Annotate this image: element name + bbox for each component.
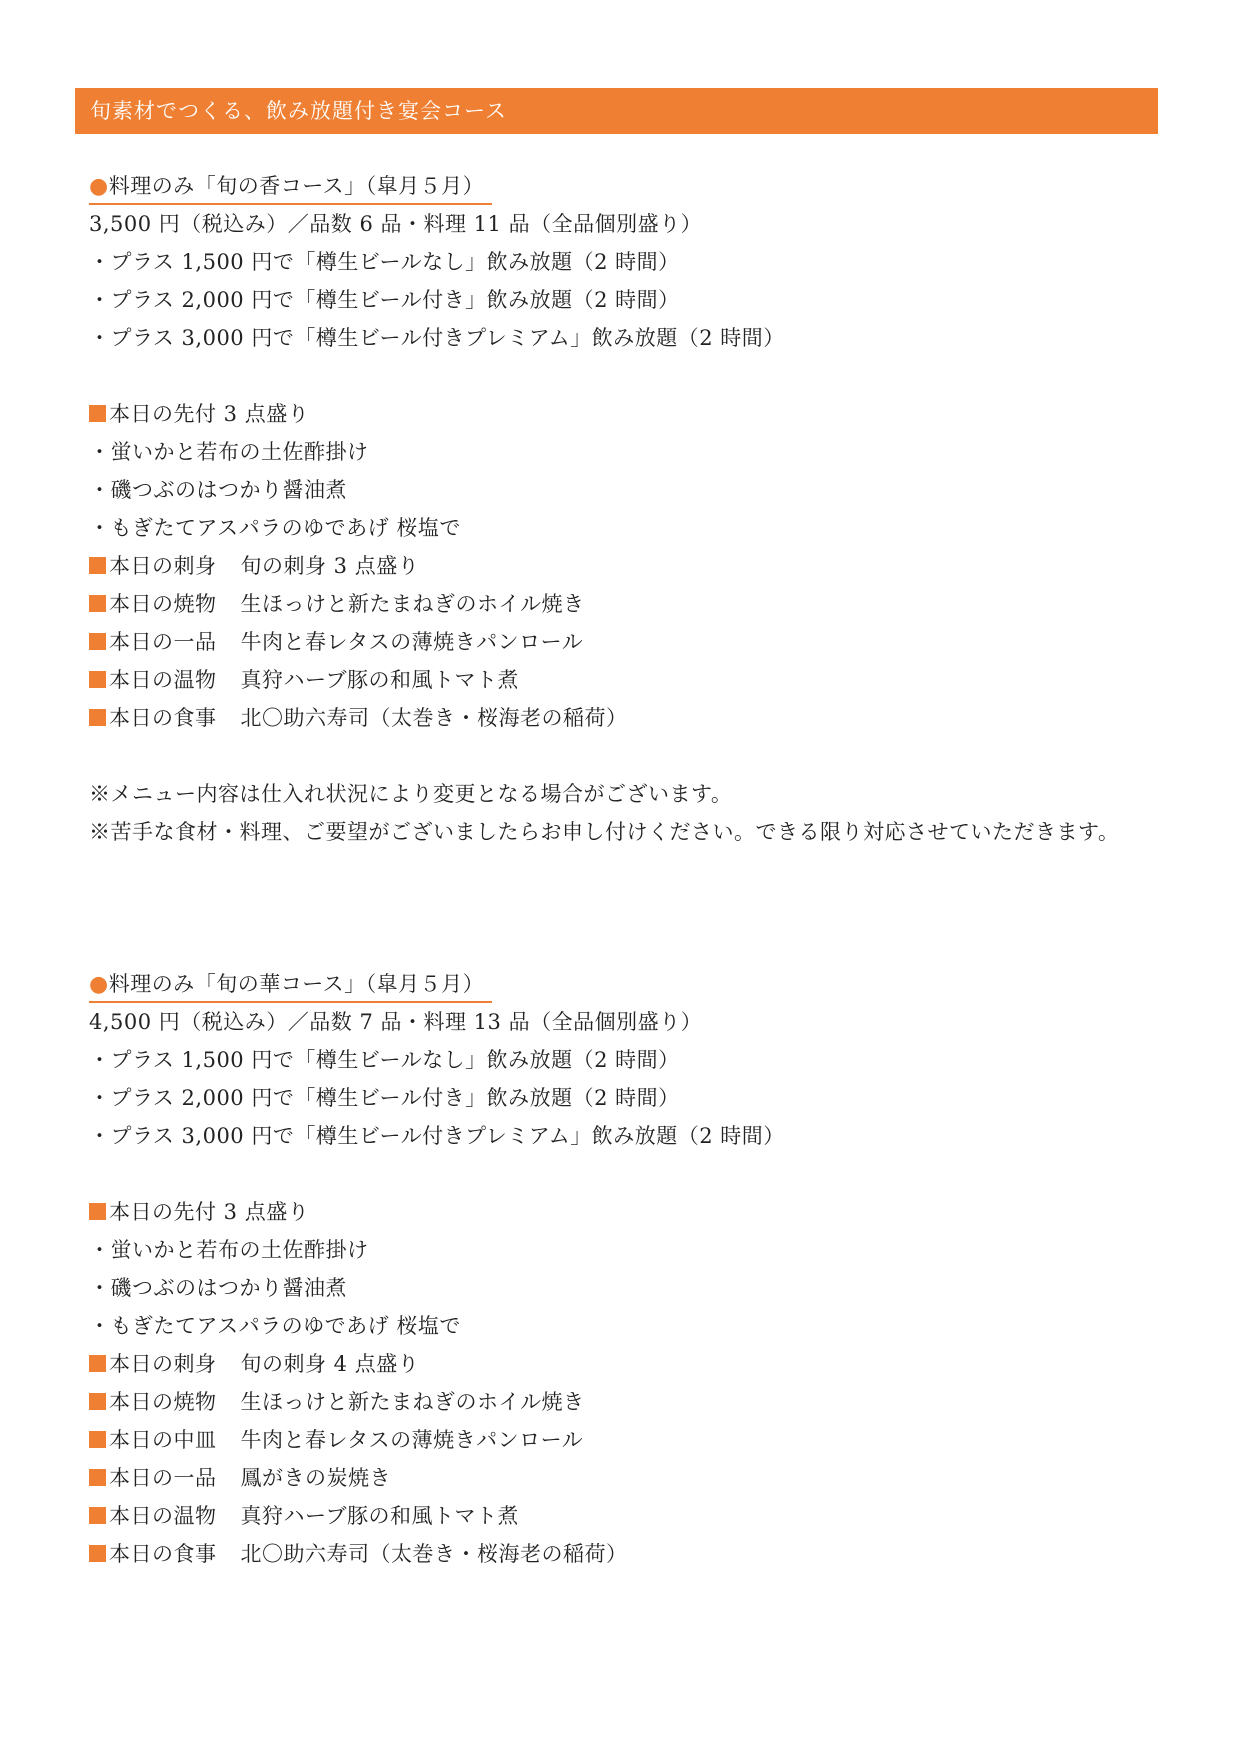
bullet-circle-icon: ● bbox=[89, 972, 109, 997]
square-bullet-icon bbox=[89, 1431, 106, 1448]
course-1-sakizuke: 本日の先付 3 点盛り bbox=[89, 395, 1169, 433]
course-1-plan: ・プラス 3,000 円で「樽生ビール付きプレミアム」飲み放題（2 時間） bbox=[89, 326, 785, 350]
course-1-plan: ・プラス 2,000 円で「樽生ビール付き」飲み放題（2 時間） bbox=[89, 288, 680, 312]
course-1-dish: 本日の刺身 旬の刺身 3 点盛り bbox=[89, 547, 1169, 585]
square-bullet-icon bbox=[89, 1545, 106, 1562]
course-2-dish: 本日の食事 北〇助六寿司（太巻き・桜海老の稲荷） bbox=[89, 1535, 1169, 1573]
course-2-dish: 本日の温物 真狩ハーブ豚の和風トマト煮 bbox=[89, 1497, 1169, 1535]
square-bullet-icon bbox=[89, 1507, 106, 1524]
square-bullet-icon bbox=[89, 633, 106, 650]
bullet-circle-icon: ● bbox=[89, 174, 109, 199]
course-2-title-row bbox=[89, 965, 1169, 1003]
course-1-note: ※メニュー内容は仕入れ状況により変更となる場合がございます。 bbox=[89, 782, 733, 806]
course-2-dish: 本日の一品 鳳がきの炭焼き bbox=[89, 1459, 1169, 1497]
course-2-dish: 本日の焼物 生ほっけと新たまねぎのホイル焼き bbox=[89, 1383, 1169, 1421]
course-1-title: ●料理のみ「旬の香コース」（皐月５月） bbox=[89, 167, 492, 205]
course-1-dish: 本日の一品 牛肉と春レタスの薄焼きパンロール bbox=[89, 623, 1169, 661]
course-2-plan: ・プラス 2,000 円で「樽生ビール付き」飲み放題（2 時間） bbox=[89, 1086, 680, 1110]
course-2-plan: ・プラス 3,000 円で「樽生ビール付きプレミアム」飲み放題（2 時間） bbox=[89, 1124, 785, 1148]
square-bullet-icon bbox=[89, 1393, 106, 1410]
square-bullet-icon bbox=[89, 557, 106, 574]
course-2-title: ●料理のみ「旬の華コース」（皐月５月） bbox=[89, 965, 492, 1003]
course-1-plan: ・プラス 1,500 円で「樽生ビールなし」飲み放題（2 時間） bbox=[89, 250, 680, 274]
course-2 bbox=[89, 965, 1169, 1573]
course-1 bbox=[89, 167, 1169, 851]
course-1-sakizuke-item: ・蛍いかと若布の土佐酢掛け bbox=[89, 440, 369, 464]
square-bullet-icon bbox=[89, 709, 106, 726]
course-1-dish: 本日の焼物 生ほっけと新たまねぎのホイル焼き bbox=[89, 585, 1169, 623]
square-bullet-icon bbox=[89, 595, 106, 612]
page-banner bbox=[75, 88, 1158, 134]
course-2-price: 4,500 円（税込み）／品数 7 品・料理 13 品（全品個別盛り） bbox=[89, 1010, 703, 1034]
course-1-sakizuke-item: ・もぎたてアスパラのゆであげ 桜塩で bbox=[89, 516, 461, 540]
square-bullet-icon bbox=[89, 405, 106, 422]
course-2-sakizuke-item: ・蛍いかと若布の土佐酢掛け bbox=[89, 1238, 369, 1262]
banner-title: 旬素材でつくる、飲み放題付き宴会コース bbox=[90, 99, 507, 123]
course-1-dish: 本日の温物 真狩ハーブ豚の和風トマト煮 bbox=[89, 661, 1169, 699]
square-bullet-icon bbox=[89, 1203, 106, 1220]
course-2-sakizuke-item: ・磯つぶのはつかり醤油煮 bbox=[89, 1276, 347, 1300]
square-bullet-icon bbox=[89, 671, 106, 688]
course-2-sakizuke: 本日の先付 3 点盛り bbox=[89, 1193, 1169, 1231]
square-bullet-icon bbox=[89, 1469, 106, 1486]
course-1-price: 3,500 円（税込み）／品数 6 品・料理 11 品（全品個別盛り） bbox=[89, 212, 703, 236]
course-1-dish: 本日の食事 北〇助六寿司（太巻き・桜海老の稲荷） bbox=[89, 699, 1169, 737]
course-1-note: ※苦手な食材・料理、ご要望がございましたらお申し付けください。できる限り対応させていただきます。 bbox=[89, 820, 1120, 844]
course-2-plan: ・プラス 1,500 円で「樽生ビールなし」飲み放題（2 時間） bbox=[89, 1048, 680, 1072]
course-2-sakizuke-item: ・もぎたてアスパラのゆであげ 桜塩で bbox=[89, 1314, 461, 1338]
course-2-dish: 本日の中皿 牛肉と春レタスの薄焼きパンロール bbox=[89, 1421, 1169, 1459]
course-1-title-row bbox=[89, 167, 1169, 205]
course-2-dish: 本日の刺身 旬の刺身 4 点盛り bbox=[89, 1345, 1169, 1383]
course-1-sakizuke-item: ・磯つぶのはつかり醤油煮 bbox=[89, 478, 347, 502]
square-bullet-icon bbox=[89, 1355, 106, 1372]
